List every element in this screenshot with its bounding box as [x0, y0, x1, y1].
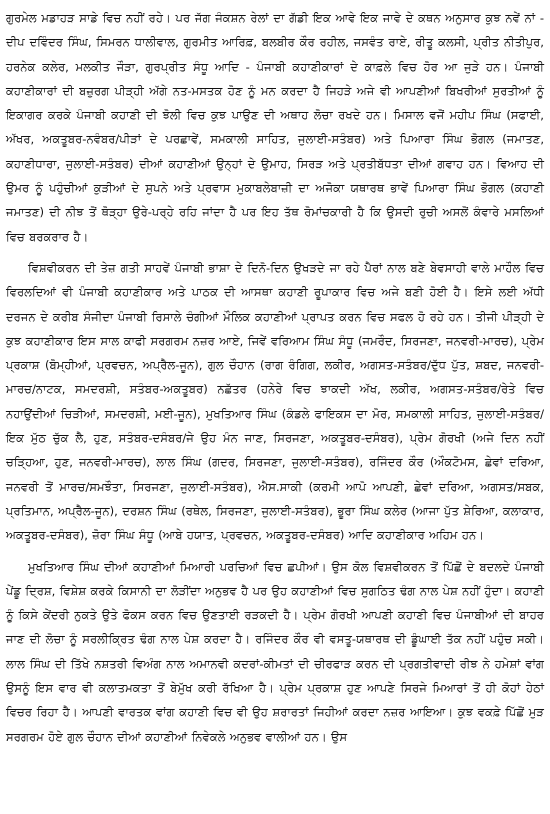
- paragraph-2: ਵਿਸ਼ਵੀਕਰਨ ਦੀ ਤੇਜ਼ ਗਤੀ ਸਾਹਵੇਂ ਪੰਜਾਬੀ ਭਾਸ਼ਾ ਦੇ ਦਿਨੋ-ਦਿਨ ਉਖੜਦੇ ਜਾ ਰਹੇ ਪੈਰਾਂ ਨਾਲ ਬਣੇ ਬੇਵਸਾਹੀ ਵਾਲੇ ਮਾਹੌਲ ਵਿਚ ਵਿਰਲਦਿਆਂ ਵੀ ਪੰਜਾਬੀ ਕਹਾਣੀਕਾਰ ਅਤੇ ਪਾਠਕ ਦੀ ਆਸਥਾ ਕਹਾਣੀ ਰੂਪਾਕਾਰ ਵਿਚ ਅਜੇ ਬਣੀ ਹੋਈ ਹੈ। ਇਸੇ ਲਈ ਅੱਧੀ ਦਰਜਨ ਦੇ ਕਰੀਬ ਸੰਜੀਦਾ ਪੰਜਾਬੀ ਰਿਸਾਲੇ ਚੰਗੀਆਂ ਮੌਲਿਕ ਕਹਾਣੀਆਂ ਪ੍ਰਾਪਤ ਕਰਨ ਵਿਚ ਸਫਲ ਹੋ ਰਹੇ ਹਨ। ਤੀਜੀ ਪੀੜ੍ਹੀ ਦੇ ਕੁਝ ਕਹਾਣੀਕਾਰ ਇਸ ਸਾਲ ਕਾਫੀ ਸਰਗਰਮ ਨਜ਼ਰ ਆਏ, ਜਿਵੇਂ ਵਰਿਆਮ ਸਿੰਘ ਸੰਧੂ (ਜਮਰੌਦ, ਸਿਰਜਣਾ, ਜਨਵਰੀ-ਮਾਰਚ), ਪ੍ਰੇਮ ਪ੍ਰਕਾਸ਼ (ਬੋਮ੍ਹੀਆਂ, ਪ੍ਰਵਚਨ, ਅਪ੍ਰੈਲ-ਜੂਨ), ਗੁਲ ਚੌਹਾਨ (ਰਾਗ ਰੰਗਿਗ, ਲਕੀਰ, ਅਗਸਤ-ਸਤੰਬਰ/ਦੁੱਧ ਪੁੱਤ, ਸ਼ਬਦ, ਜਨਵਰੀ-ਮਾਰਚ/ਨਾਟਕ, ਸਮਦਰਸ਼ੀ, ਸਤੰਬਰ-ਅਕਤੂਬਰ) ਨਛੱਤਰ (ਹਨੇਰੇ ਵਿਚ ਝਾਕਦੀ ਅੱਖ, ਲਕੀਰ, ਅਗਸਤ-ਸਤੰਬਰ/ਰੇਤੇ ਵਿਚ ਨਹਾਉਂਦੀਆਂ ਚਿੜੀਆਂ, ਸਮਦਰਸ਼ੀ, ਮਈ-ਜੂਨ), ਮੁਖਤਿਆਰ ਸਿੰਘ (ਕੰਡਲੇ ਫਾਇਕਸ ਦਾ ਮੋਰ, ਸਮਕਾਲੀ ਸਾਹਿਤ, ਜੁਲਾਈ-ਸਤੰਬਰ/ਇਕ ਮੁੱਠ ਚੁੱਕ ਲੈ, ਹੁਣ, ਸਤੰਬਰ-ਦਸੰਬਰ/ਜੇ ਉਹ ਮੰਨ ਜਾਣ, ਸਿਰਜਣਾ, ਅਕਤੂਬਰ-ਦਸੰਬਰ), ਪ੍ਰੇਮ ਗੋਰਖੀ (ਅਜੇ ਦਿਨ ਨਹੀਂ ਚੜ੍ਹਿਆ, ਹੁਣ, ਜਨਵਰੀ-ਮਾਰਚ), ਲਾਲ ਸਿੰਘ (ਗਦਰ, ਸਿਰਜਣਾ, ਜੁਲਾਈ-ਸਤੰਬਰ), ਰਜਿੰਦਰ ਕੌਰ (ਔਕਟੋਮਸ, ਛੇਵਾਂ ਦਰਿਆ, ਜਨਵਰੀ ਤੋਂ ਮਾਰਚ/ਸਮਝੌਤਾ, ਸਿਰਜਣਾ, ਜੁਲਾਈ-ਸਤੰਬਰ), ਐਸ.ਸਾਕੀ (ਕਰਮੀ ਆਪੋ ਆਪਣੀ, ਛੇਵਾਂ ਦਰਿਆ, ਅਗਸਤ/ਸਬਕ, ਪ੍ਰਤਿਮਾਨ, ਅਪ੍ਰੈਲ-ਜੂਨ), ਦਰਸ਼ਨ ਸਿੰਘ (ਰਥੇਲ, ਸਿਰਜਣਾ, ਜੁਲਾਈ-ਸਤੰਬਰ), ਭੂਰਾ ਸਿੰਘ ਕਲੇਰ (ਆਜਾ ਪੁੱਤ ਸ਼ੇਰਿਆ, ਕਲਾਕਾਰ, ਅਕਤੂਬਰ-ਦਸੰਬਰ), ਜ਼ੋਰਾ ਸਿੰਘ ਸੰਧੂ (ਆਬੇ ਹਯਾਤ, ਪ੍ਰਵਚਨ, ਅਕਤੂਬਰ-ਦਸੰਬਰ) ਆਦਿ ਕਹਾਣੀਕਾਰ ਅਹਿਮ ਹਨ।: [6, 260, 544, 543]
- paragraph-1: ਗੁਰਮੇਲ ਮਡਾਹੜ ਸਾਡੇ ਵਿਚ ਨਹੀਂ ਰਹੇ। ਪਰ ਜੱਗ ਜੰਕਸ਼ਨ ਰੇਲਾਂ ਦਾ ਗੱਡੀ ਇਕ ਆਵੇ ਇਕ ਜਾਵੇ ਦੇ ਕਥਨ ਅਨੁਸਾਰ ਕੁਝ ਨਵੇਂ ਨਾਂ - ਦੀਪ ਦਵਿੰਦਰ ਸਿੰਘ, ਸਿਮਰਨ ਧਾਲੀਵਾਲ, ਗੁਰਮੀਤ ਆਰਿਫ਼, ਬਲਬੀਰ ਕੌਰ ਰਹੀਲ, ਜਸਵੰਤ ਰਾਏ, ਰੀਤੂ ਕਲਸੀ, ਪ੍ਰੀਤ ਨੀਤੀਪੁਰ, ਹਰਨੇਕ ਕਲੇਰ, ਮਲਕੀਤ ਜੌੜਾ, ਗੁਰਪ੍ਰੀਤ ਸੰਧੂ ਆਦਿ - ਪੰਜਾਬੀ ਕਹਾਣੀਕਾਰਾਂ ਦੇ ਕਾਫ਼ਲੇ ਵਿਚ ਹੋਰ ਆ ਜੁੜੇ ਹਨ। ਪੰਜਾਬੀ ਕਹਾਣੀਕਾਰਾਂ ਦੀ ਬਜ਼ੁਰਗ ਪੀੜ੍ਹੀ ਅੱਗੇ ਨਤ-ਮਸਤਕ ਹੋਣ ਨੂੰ ਮਨ ਕਰਦਾ ਹੈ ਜਿਹੜੇ ਅਜੇ ਵੀ ਆਪਣੀਆਂ ਬਿਖਰੀਆਂ ਸੁਰਤੀਆਂ ਨੂੰ ਇਕਾਗਰ ਕਰਕੇ ਪੰਜਾਬੀ ਕਹਾਣੀ ਦੀ ਝੋਲੀ ਵਿਚ ਕੁਝ ਪਾਉਣ ਦੀ ਅਥਾਹ ਲੋਚਾ ਰਖਦੇ ਹਨ। ਮਿਸਾਲ ਵਜੋਂ ਮਹੀਪ ਸਿੰਘ (ਸਫਾਈ, ਅੱਖਰ, ਅਕਤੂਬਰ-ਨਵੰਬਰ/ਪੀੜਾਂ ਦੇ ਪਰਛਾਵੇਂ, ਸਮਕਾਲੀ ਸਾਹਿਤ, ਜੁਲਾਈ-ਸਤੰਬਰ) ਅਤੇ ਪਿਆਰਾ ਸਿੰਘ ਭੋਗਲ (ਜਮਾਤਣ, ਕਹਾਣੀਧਾਰਾ, ਜੁਲਾਈ-ਸਤੰਬਰ) ਦੀਆਂ ਕਹਾਣੀਆਂ ਉਨ੍ਹਾਂ ਦੇ ਉਮਾਹ, ਸਿਰੜ ਅਤੇ ਪ੍ਰਤੀਬੱਧਤਾ ਦੀਆਂ ਗਵਾਹ ਹਨ। ਵਿਆਹ ਦੀ ਉਮਰ ਨੂੰ ਪਹੁੰਚੀਆਂ ਕੁੜੀਆਂ ਦੇ ਸੁਪਨੇ ਅਤੇ ਪ੍ਰਵਾਸ ਮੁਕਾਬਲੇਬਾਜ਼ੀ ਦਾ ਅਜੋਕਾ ਯਥਾਰਥ ਭਾਵੇਂ ਪਿਆਰਾ ਸਿੰਘ ਭੋਗਲ (ਕਹਾਣੀ ਜਮਾਤਣ) ਦੀ ਨੀਝ ਤੋਂ ਥੋੜ੍ਹਾ ਉਰੇ-ਪਰ੍ਹੇ ਰਹਿ ਜਾਂਦਾ ਹੈ ਪਰ ਇਹ ਤੱਥ ਰੋਮਾਂਚਕਾਰੀ ਹੈ ਕਿ ਉਸਦੀ ਰੁਚੀ ਅਸਲੋਂ ਕੰਵਾਰੇ ਮਸਲਿਆਂ ਵਿਚ ਬਰਕਰਾਰ ਹੈ।: [6, 11, 544, 244]
- paragraph-3: ਮੁਖਤਿਆਰ ਸਿੰਘ ਦੀਆਂ ਕਹਾਣੀਆਂ ਮਿਆਰੀ ਪਰਚਿਆਂ ਵਿਚ ਛਪੀਆਂ। ਉਸ ਕੋਲ ਵਿਸ਼ਵੀਕਰਨ ਤੋਂ ਪਿੱਛੋਂ ਦੇ ਬਦਲਦੇ ਪੰਜਾਬੀ ਪੇਂਡੂ ਦ੍ਰਿਸ਼, ਵਿਸ਼ੇਸ਼ ਕਰਕੇ ਕਿਸਾਨੀ ਦਾ ਲੋੜੀਂਦਾ ਅਨੁਭਵ ਹੈ ਪਰ ਉਹ ਕਹਾਣੀਆਂ ਵਿਚ ਸੁਗਠਿਤ ਢੰਗ ਨਾਲ ਪੇਸ਼ ਨਹੀਂ ਹੁੰਦਾ। ਕਹਾਣੀ ਨੂੰ ਕਿਸੇ ਕੇਂਦਰੀ ਨੁਕਤੇ ਉਤੇ ਫੋਕਸ ਕਰਨ ਵਿਚ ਉਣਤਾਈ ਰੜਕਦੀ ਹੈ। ਪ੍ਰੇਮ ਗੋਰਖੀ ਆਪਣੀ ਕਹਾਣੀ ਵਿਚ ਪੰਜਾਬੀਆਂ ਦੀ ਬਾਹਰ ਜਾਣ ਦੀ ਲੋਚਾ ਨੂੰ ਸਰਲੀਕ੍ਰਿਤ ਢੰਗ ਨਾਲ ਪੇਸ਼ ਕਰਦਾ ਹੈ। ਰਜਿੰਦਰ ਕੌਰ ਵੀ ਵਸਤੂ-ਯਥਾਰਥ ਦੀ ਡੂੰਘਾਈ ਤੱਕ ਨਹੀਂ ਪਹੁੰਚ ਸਕੀ। ਲਾਲ ਸਿੰਘ ਦੀ ਤਿੱਖੇ ਨਸ਼ਤਰੀ ਵਿਅੰਗ ਨਾਲ ਅਮਾਨਵੀ ਕਦਰਾਂ-ਕੀਮਤਾਂ ਦੀ ਚੀਰਫਾੜ ਕਰਨ ਦੀ ਪ੍ਰਗਤੀਵਾਦੀ ਰੀਝ ਨੇ ਹਮੇਸ਼ਾਂ ਵਾਂਗ ਉਸਨੂੰ ਇਸ ਵਾਰ ਵੀ ਕਲਾਤਮਕਤਾ ਤੋਂ ਬੇਮੁੱਖ ਕਰੀ ਰੱਖਿਆ ਹੈ। ਪ੍ਰੇਮ ਪ੍ਰਕਾਸ਼ ਹੁਣ ਆਪਣੇ ਸਿਰਜੇ ਮਿਆਰਾਂ ਤੋਂ ਹੀ ਕੋਹਾਂ ਹੇਠਾਂ ਵਿਚਰ ਰਿਹਾ ਹੈ। ਆਪਣੀ ਵਾਰਤਕ ਵਾਂਗ ਕਹਾਣੀ ਵਿਚ ਵੀ ਉਹ ਸ਼ਰਾਰਤਾਂ ਜਿਹੀਆਂ ਕਰਦਾ ਨਜ਼ਰ ਆਇਆ। ਕੁਝ ਵਕਫ਼ੇ ਪਿੱਛੋਂ ਮੁੜ ਸਰਗਰਮ ਹੋਏ ਗੁਲ ਚੌਹਾਨ ਦੀਆਂ ਕਹਾਣੀਆਂ ਨਿਵੇਕਲੇ ਅਨੁਭਵ ਵਾਲੀਆਂ ਹਨ। ਉਸ: [6, 559, 544, 744]
